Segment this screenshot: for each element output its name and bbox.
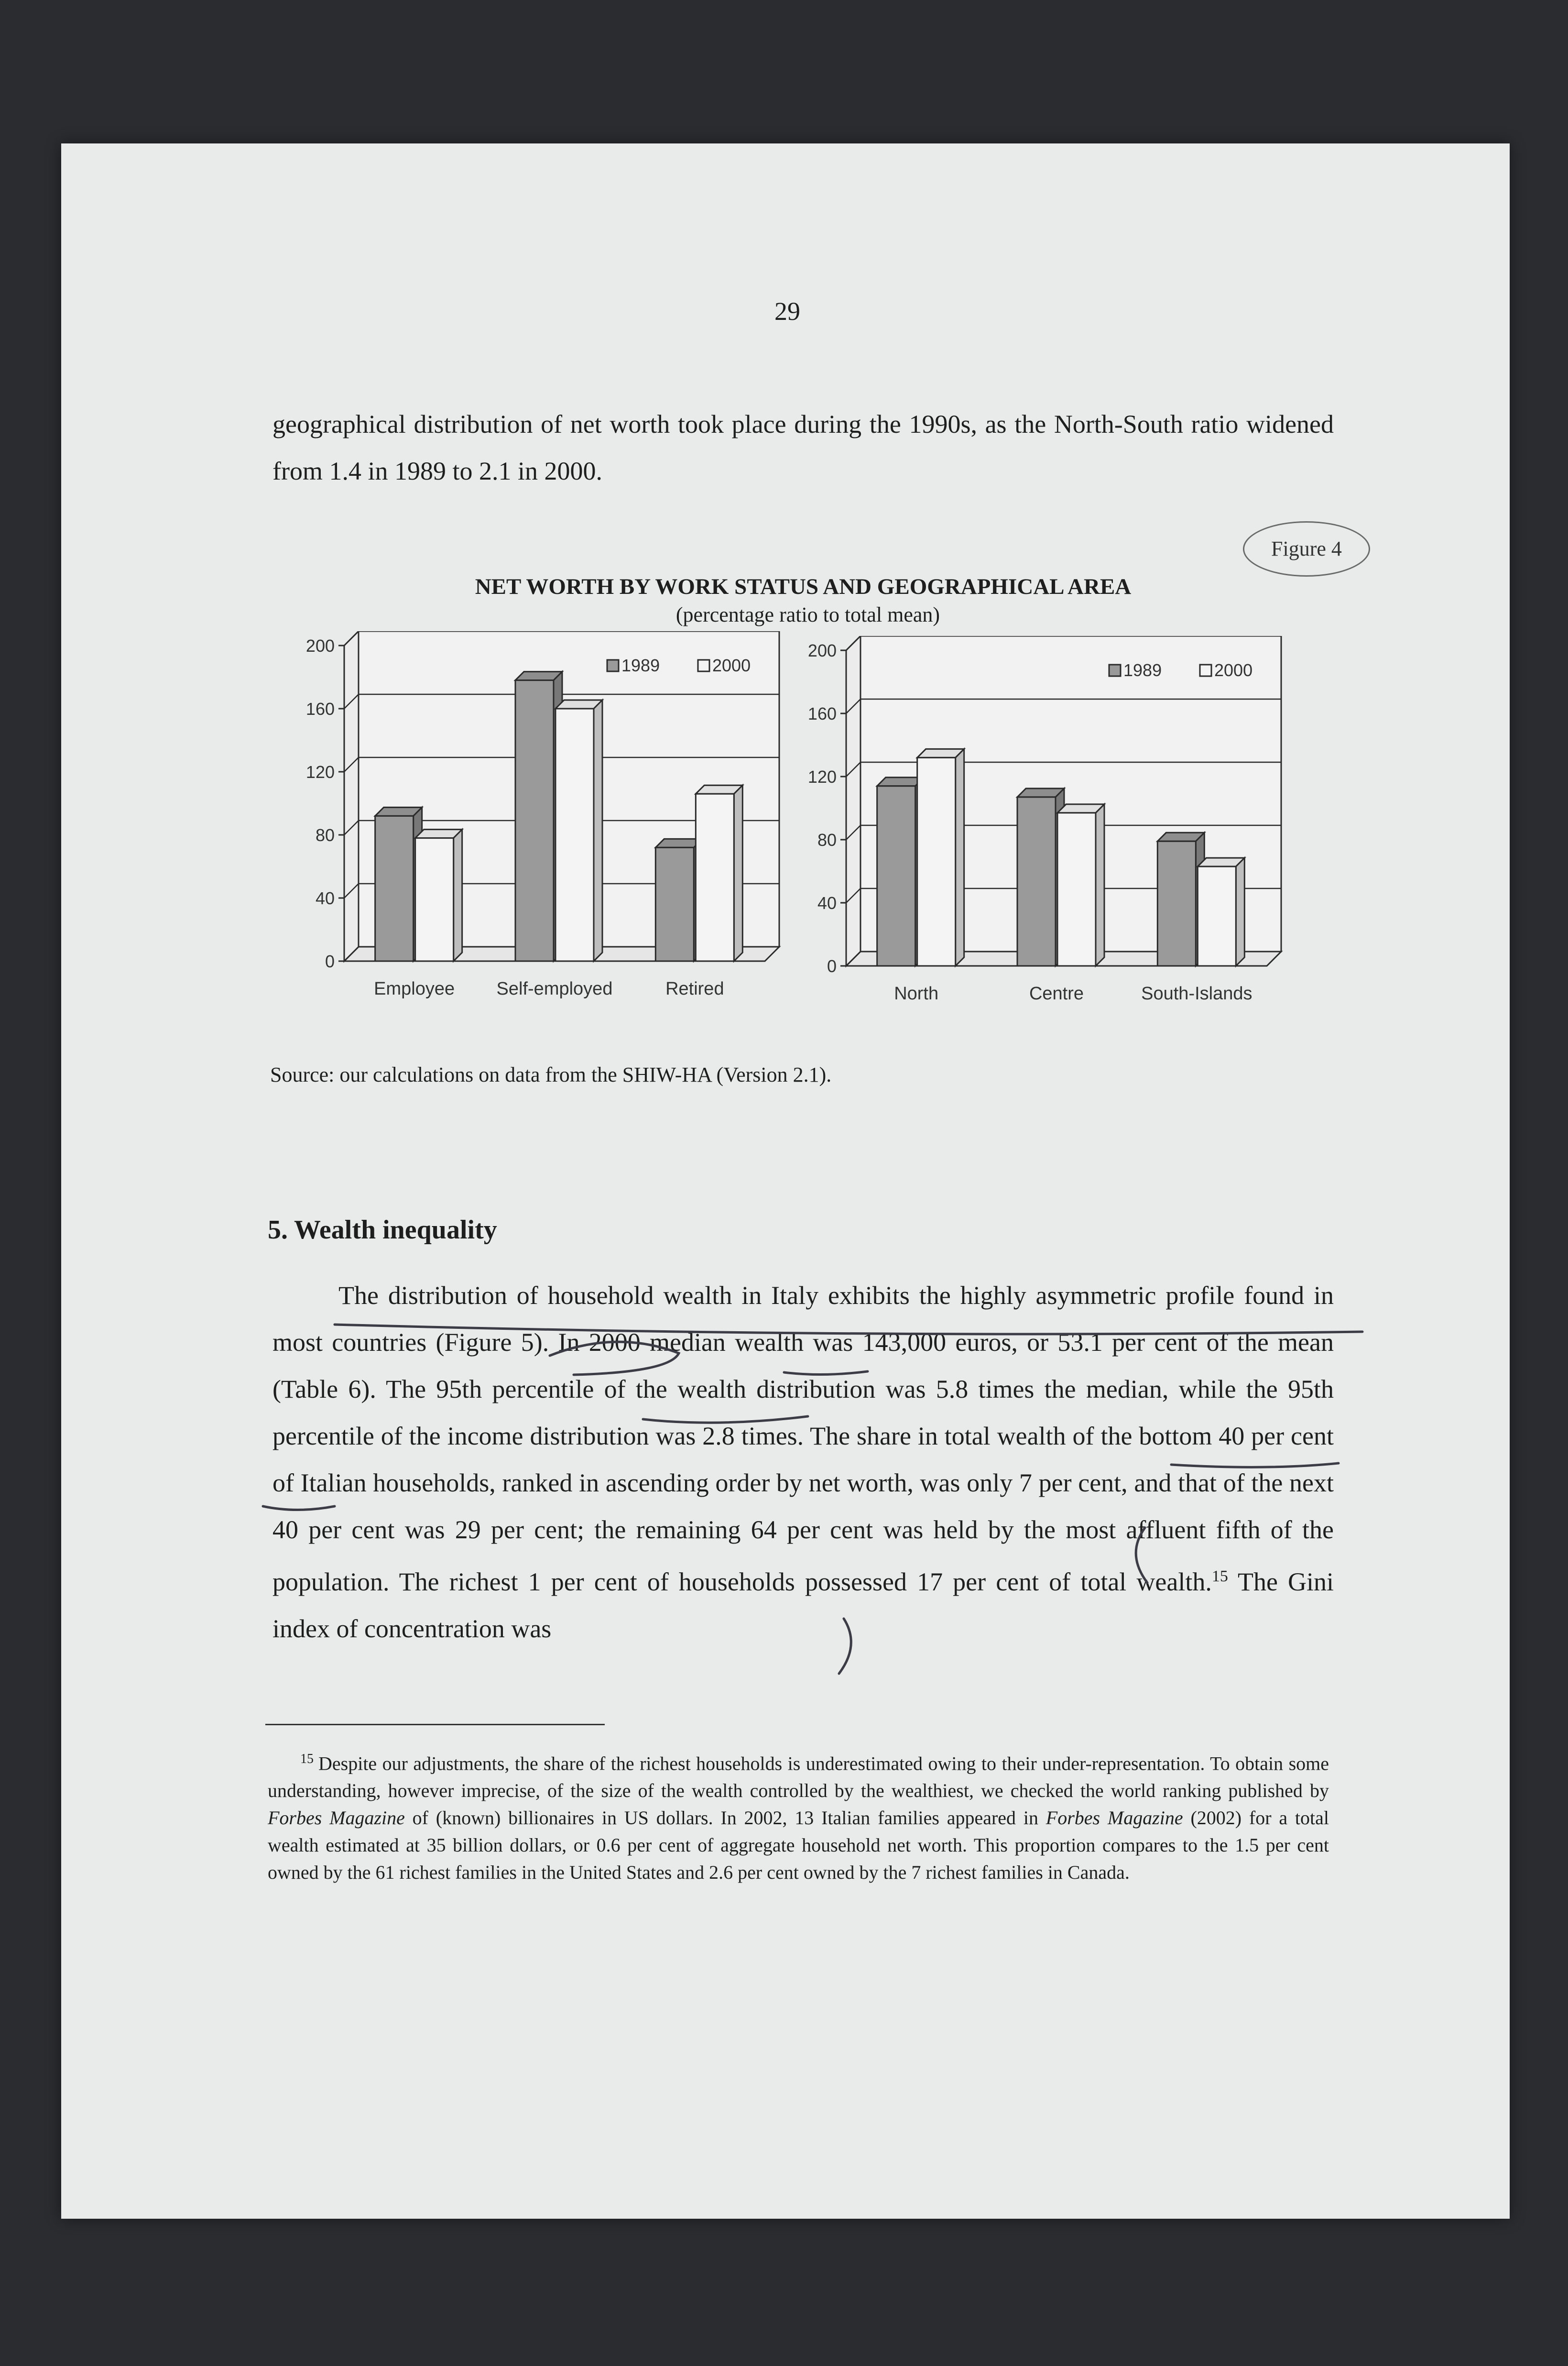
- bar-side: [594, 700, 602, 961]
- legend-label: 2000: [1214, 660, 1253, 680]
- footnote-text-2: of (known) billionaires in US dollars. In 2002, 13 Italian families appeared in: [404, 1807, 1046, 1829]
- legend-label: 1989: [621, 656, 660, 675]
- legend-label: 2000: [712, 656, 751, 675]
- chart-geographical-area: [808, 636, 1305, 1033]
- bar-1989-retired: [655, 847, 694, 961]
- footnote-text-3: (2002) for a total wealth estimated at 35 billion dollars, or 0.6 per cent of aggregate household net worth. This proportion compares to the 1.5 per cent owned by the 61 richest families in the United States and 2.6 per cent owned by the 7 richest families in Canada.: [268, 1807, 1329, 1884]
- y-tick-label: 80: [817, 830, 837, 850]
- body-trailing-text: The Gini index of concentration was: [272, 1567, 1334, 1643]
- bar-1989-self-employed: [515, 680, 554, 961]
- chart-subtitle: (percentage ratio to total mean): [675, 603, 940, 626]
- bar-1989-employee: [375, 816, 414, 961]
- bar-side: [454, 830, 462, 961]
- y-tick-label: 40: [817, 893, 837, 913]
- figure-label-annotation: Figure 4: [1243, 521, 1370, 577]
- footnote-text-1: Despite our adjustments, the share of the richest households is underestimated owing to their under-representation. To obtain some understanding, however imprecise, of the size of the wealth controlled by the wealthiest, we checked the world ranking published by: [268, 1753, 1329, 1802]
- page-number: 29: [774, 297, 800, 326]
- footnote-reference[interactable]: 15: [1211, 1567, 1228, 1585]
- bar-1989-north: [877, 786, 915, 966]
- legend-swatch: [607, 660, 619, 671]
- footnote: [268, 1745, 1329, 1886]
- y-tick-label: 160: [306, 699, 335, 719]
- y-tick-label: 200: [808, 641, 837, 660]
- footnote-number: 15: [300, 1752, 314, 1766]
- x-tick-label: North: [894, 984, 939, 1004]
- bar-2000-employee: [415, 838, 454, 961]
- y-tick-label: 80: [315, 825, 335, 845]
- section-heading: 5. Wealth inequality: [268, 1215, 497, 1245]
- bar-2000-south-islands: [1198, 866, 1236, 966]
- y-tick-label: 120: [306, 762, 335, 782]
- bar-1989-centre: [1017, 797, 1056, 966]
- bar-side: [1236, 858, 1244, 966]
- bar-side: [956, 749, 964, 966]
- legend-label: 1989: [1123, 660, 1162, 680]
- intro-paragraph: geographical distribution of net worth took place during the 1990s, as the North-South ratio widened from 1.4 in 1989 to 2.1 in 2000.: [272, 410, 1334, 485]
- x-tick-label: Self-employed: [496, 979, 613, 999]
- figure-source: Source: our calculations on data from the SHIW-HA (Version 2.1).: [270, 1063, 832, 1086]
- bar-side: [734, 785, 742, 961]
- bar-1989-south-islands: [1157, 841, 1196, 966]
- legend-swatch: [1200, 665, 1211, 676]
- y-tick-label: 0: [827, 956, 837, 976]
- y-tick-label: 120: [808, 767, 837, 787]
- legend-swatch: [1109, 665, 1121, 676]
- chart-work-status: [306, 631, 803, 1028]
- chart-title: NET WORTH BY WORK STATUS AND GEOGRAPHICAL AREA: [475, 574, 1132, 599]
- body-text: The distribution of household wealth in Italy exhibits the highly asymmetric profile found in most countries (Figure 5). In 2000 median wealth was 143,000 euros, or 53.1 per cent of the mean (Table 6). The 95th percentile of the wealth distribution was 5.8 times the median, while the 95th percentile of the income distribution was 2.8 times. The share in total wealth of the bottom 40 per cent of Italian households, ranked in ascending order by net worth, was only 7 per cent, and that of the next 40 per cent was 29 per cent; the remaining 64 per cent was held by the most affluent fifth of the population. The richest 1 per cent of households possessed 17 per cent of total wealth.: [272, 1281, 1334, 1596]
- x-tick-label: Centre: [1029, 984, 1084, 1004]
- bar-2000-self-employed: [555, 709, 594, 961]
- x-tick-label: Retired: [665, 979, 724, 999]
- y-tick-label: 160: [808, 704, 837, 723]
- footnote-journal-2: Forbes Magazine: [1045, 1807, 1183, 1829]
- footnote-divider: [265, 1724, 605, 1725]
- bar-2000-centre: [1057, 813, 1096, 966]
- side-wall: [344, 631, 359, 961]
- footnote-journal-1: Forbes Magazine: [268, 1807, 405, 1829]
- side-wall: [846, 636, 860, 966]
- y-tick-label: 40: [315, 888, 335, 908]
- legend-swatch: [698, 660, 709, 671]
- x-tick-label: South-Islands: [1141, 984, 1252, 1004]
- bar-side: [1096, 804, 1104, 966]
- bar-2000-north: [917, 757, 956, 966]
- bar-2000-retired: [696, 794, 734, 961]
- y-tick-label: 0: [325, 952, 335, 971]
- x-tick-label: Employee: [374, 979, 455, 999]
- body-paragraph: [272, 1272, 1334, 1652]
- y-tick-label: 200: [306, 636, 335, 656]
